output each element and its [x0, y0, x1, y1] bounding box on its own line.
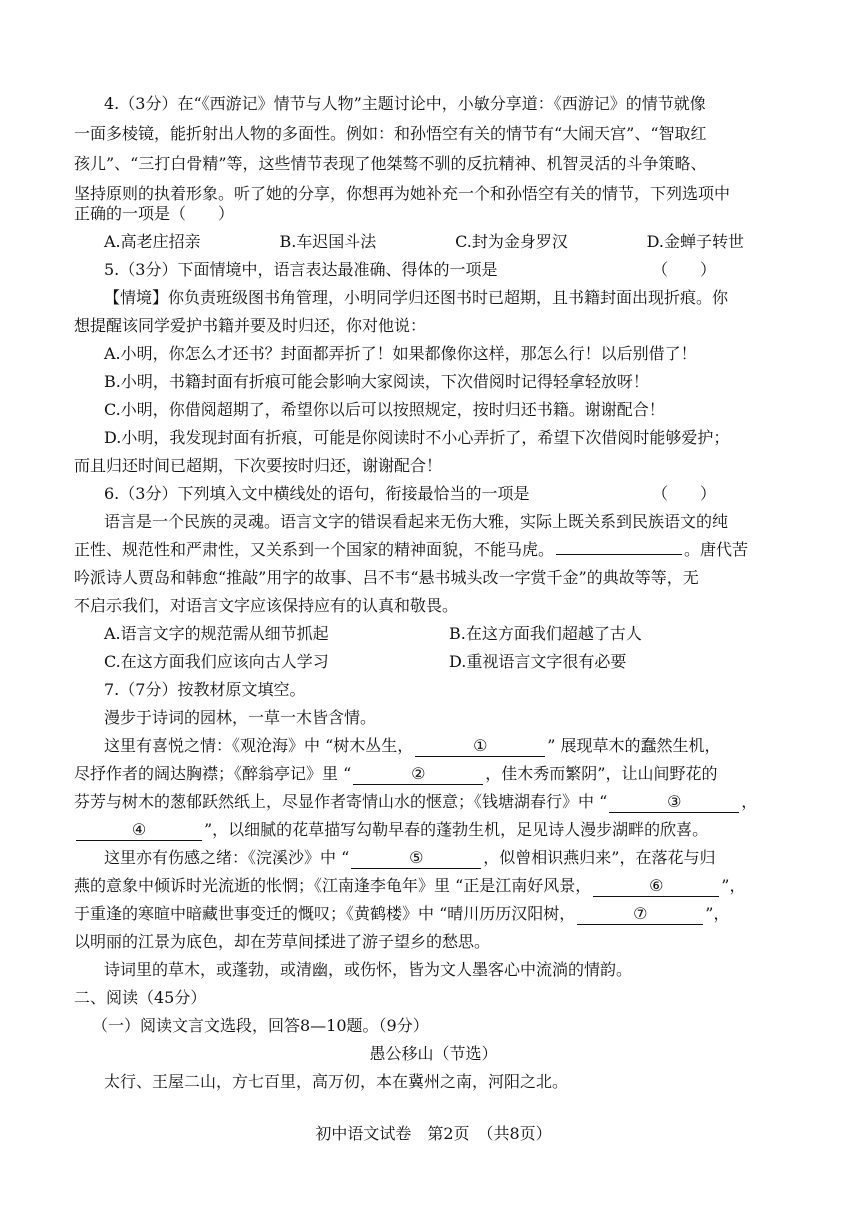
q7-blank-2[interactable]: ②: [353, 764, 483, 785]
q7-line-5: [104, 844, 794, 872]
q7-line-1b: ” 展现草木的蠢然生机，: [547, 736, 721, 755]
passage-title: 愚公移山（节选）: [369, 1044, 498, 1063]
q7-line-1: [104, 732, 794, 760]
q6-passage-1: 语言是一个民族的灵魂。语言文字的错误看起来无伤大雅，实际上既关系到民族语文的纯: [104, 512, 729, 531]
q7-line-7: [74, 900, 794, 928]
q6-option-c: C.在这方面我们应该向古人学习: [104, 652, 329, 671]
q5-option-c: C.小明，你借阅超期了，希望你以后可以按照规定，按时归还书籍。谢谢配合！: [104, 400, 665, 419]
q7-line-3b: ，: [741, 792, 758, 811]
q5-option-b: B.小明，书籍封面有折痕可能会影响大家阅读，下次借阅时记得轻拿轻放呀！: [104, 372, 649, 391]
q6-option-b: B.在这方面我们超越了古人: [449, 624, 642, 643]
q4-line-2: 一面多棱镜，能折射出人物的多面性。例如：和孙悟空有关的情节有“大闹天宫”、“智取红: [74, 124, 707, 143]
q7-line-6b: ”，: [721, 876, 746, 895]
q5-context-1: 【情境】你负责班级图书角管理，小明同学归还图书时已超期，且书籍封面出现折痕。你: [104, 288, 729, 307]
q6-passage-4: 不启示我们，对语言文字应该保持应有的认真和敬畏。: [74, 596, 459, 615]
q6-stem: 6.（3分）下列填入文中横线处的语句，衔接最恰当的一项是: [104, 484, 530, 503]
q4-line-4: 坚持原则的执着形象。听了她的分享，你想再为她补充一个和孙悟空有关的情节，下列选项中: [74, 184, 731, 203]
q7-blank-5[interactable]: ⑤: [351, 848, 481, 869]
q7-blank-1[interactable]: ①: [415, 736, 545, 757]
passage-line-1: 太行、王屋二山，方七百里，高万仞，本在冀州之南，河阳之北。: [104, 1072, 569, 1091]
q6-option-d: D.重视语言文字很有必要: [449, 652, 627, 671]
q7-line-7b: ”，: [705, 904, 730, 923]
q5-stem: 5.（3分）下面情境中，语言表达最准确、得体的一项是: [104, 260, 498, 279]
page-footer: 初中语文试卷 第2页 （共8页）: [315, 1124, 552, 1143]
q6-options-row-2: [104, 648, 794, 676]
q4-options: [104, 228, 744, 256]
q7-line-7a: 于重逢的寒暄中暗藏世事变迁的慨叹；《黄鹤楼》中 “晴川历历汉阳树，: [74, 904, 576, 923]
q4-line-5: 正确的一项是（ ）: [74, 204, 235, 223]
q6-passage-3: 吟派诗人贾岛和韩愈“推敲”用字的故事、吕不韦“悬书城头改一字赏千金”的典故等等，无: [74, 568, 699, 587]
q5-context-2: 想提醒该同学爱护书籍并要及时归还，你对他说：: [74, 316, 427, 335]
q7-line-5a: 这里亦有伤感之绪：《浣溪沙》中 “: [104, 848, 350, 867]
q5-option-d-1: D.小明，我发现封面有折痕，可能是你阅读时不小心弄折了，希望下次借阅时能够爱护；: [104, 428, 730, 447]
q7-line-8: 以明丽的江景为底色，却在芳草间揉进了游子望乡的愁思。: [74, 932, 491, 951]
q6-options-row-1: [104, 620, 794, 648]
q7-intro: 漫步于诗词的园林，一草一木皆含情。: [104, 708, 377, 727]
q7-line-5b: ，似曾相识燕归来”，在落花与归: [483, 848, 716, 867]
q4-option-c: C.封为金身罗汉: [455, 232, 568, 251]
q7-blank-7[interactable]: ⑦: [577, 904, 703, 925]
q4-option-b: B.车迟国斗法: [279, 232, 377, 251]
q5-answer-paren: （ ）: [651, 260, 716, 279]
q4-line-1: 4.（3分）在“《西游记》情节与人物”主题讨论中，小敏分享道：《西游记》的情节就像: [104, 94, 706, 113]
q4-option-d: D.金蝉子转世: [646, 232, 744, 251]
q6-answer-paren: （ ）: [651, 484, 716, 503]
q5-stem-line: [104, 256, 794, 284]
q7-line-6a: 燕的意象中倾诉时光流逝的怅惘；《江南逢李龟年》里 “正是江南好风景，: [74, 876, 592, 895]
section-2-subtitle: （一）阅读文言文选段，回答8—10题。（9分）: [92, 1016, 429, 1035]
q7-line-6: [74, 872, 794, 900]
q7-line-4: [74, 816, 794, 844]
q7-blank-6[interactable]: ⑥: [593, 876, 719, 897]
q5-option-a: A.小明，你怎么才还书？封面都弄折了！如果都像你这样，那怎么行！以后别借了！: [104, 344, 697, 363]
q7-line-2b: ，佳木秀而繁阴”，让山间野花的: [485, 764, 718, 783]
q4-option-a: A.高老庄招亲: [104, 232, 201, 251]
q7-stem: 7.（7分）按教材原文填空。: [104, 680, 306, 699]
q6-passage-2: [74, 536, 794, 564]
q6-stem-line: [104, 480, 794, 508]
q6-blank[interactable]: [556, 554, 682, 555]
section-2-title: 二、阅读（45分）: [74, 988, 207, 1007]
q7-line-4b: ”，以细腻的花草描写勾勒早春的蓬勃生机，足见诗人漫步湖畔的欣喜。: [204, 820, 709, 839]
q7-line-1a: 这里有喜悦之情：《观沧海》中 “树木丛生，: [104, 736, 414, 755]
q7-line-3: [74, 788, 794, 816]
q7-line-2a: 尽抒作者的阔达胸襟；《醉翁亭记》里 “: [74, 764, 352, 783]
q7-line-3a: 芬芳与树木的葱郁跃然纸上，尽显作者寄情山水的惬意；《钱塘湖春行》中 “: [74, 792, 608, 811]
q7-line-9: 诗词里的草木，或蓬勃，或清幽，或伤怀，皆为文人墨客心中流淌的情韵。: [104, 960, 633, 979]
q7-blank-4[interactable]: ④: [76, 820, 202, 841]
q4-line-3: 孩儿”、“三打白骨精”等，这些情节表现了他桀骜不驯的反抗精神、机智灵活的斗争策略、: [74, 154, 707, 173]
q7-line-2: [74, 760, 794, 788]
q6-option-a: A.语言文字的规范需从细节抓起: [104, 624, 329, 643]
q6-passage-2a: 正性、规范性和严肃性，又关系到一个国家的精神面貌，不能马虎。: [74, 540, 555, 559]
q5-option-d-2: 而且归还时间已超期，下次要按时归还，谢谢配合！: [74, 456, 443, 475]
q6-passage-2b: 。唐代苦: [684, 540, 749, 559]
q7-blank-3[interactable]: ③: [609, 792, 739, 813]
